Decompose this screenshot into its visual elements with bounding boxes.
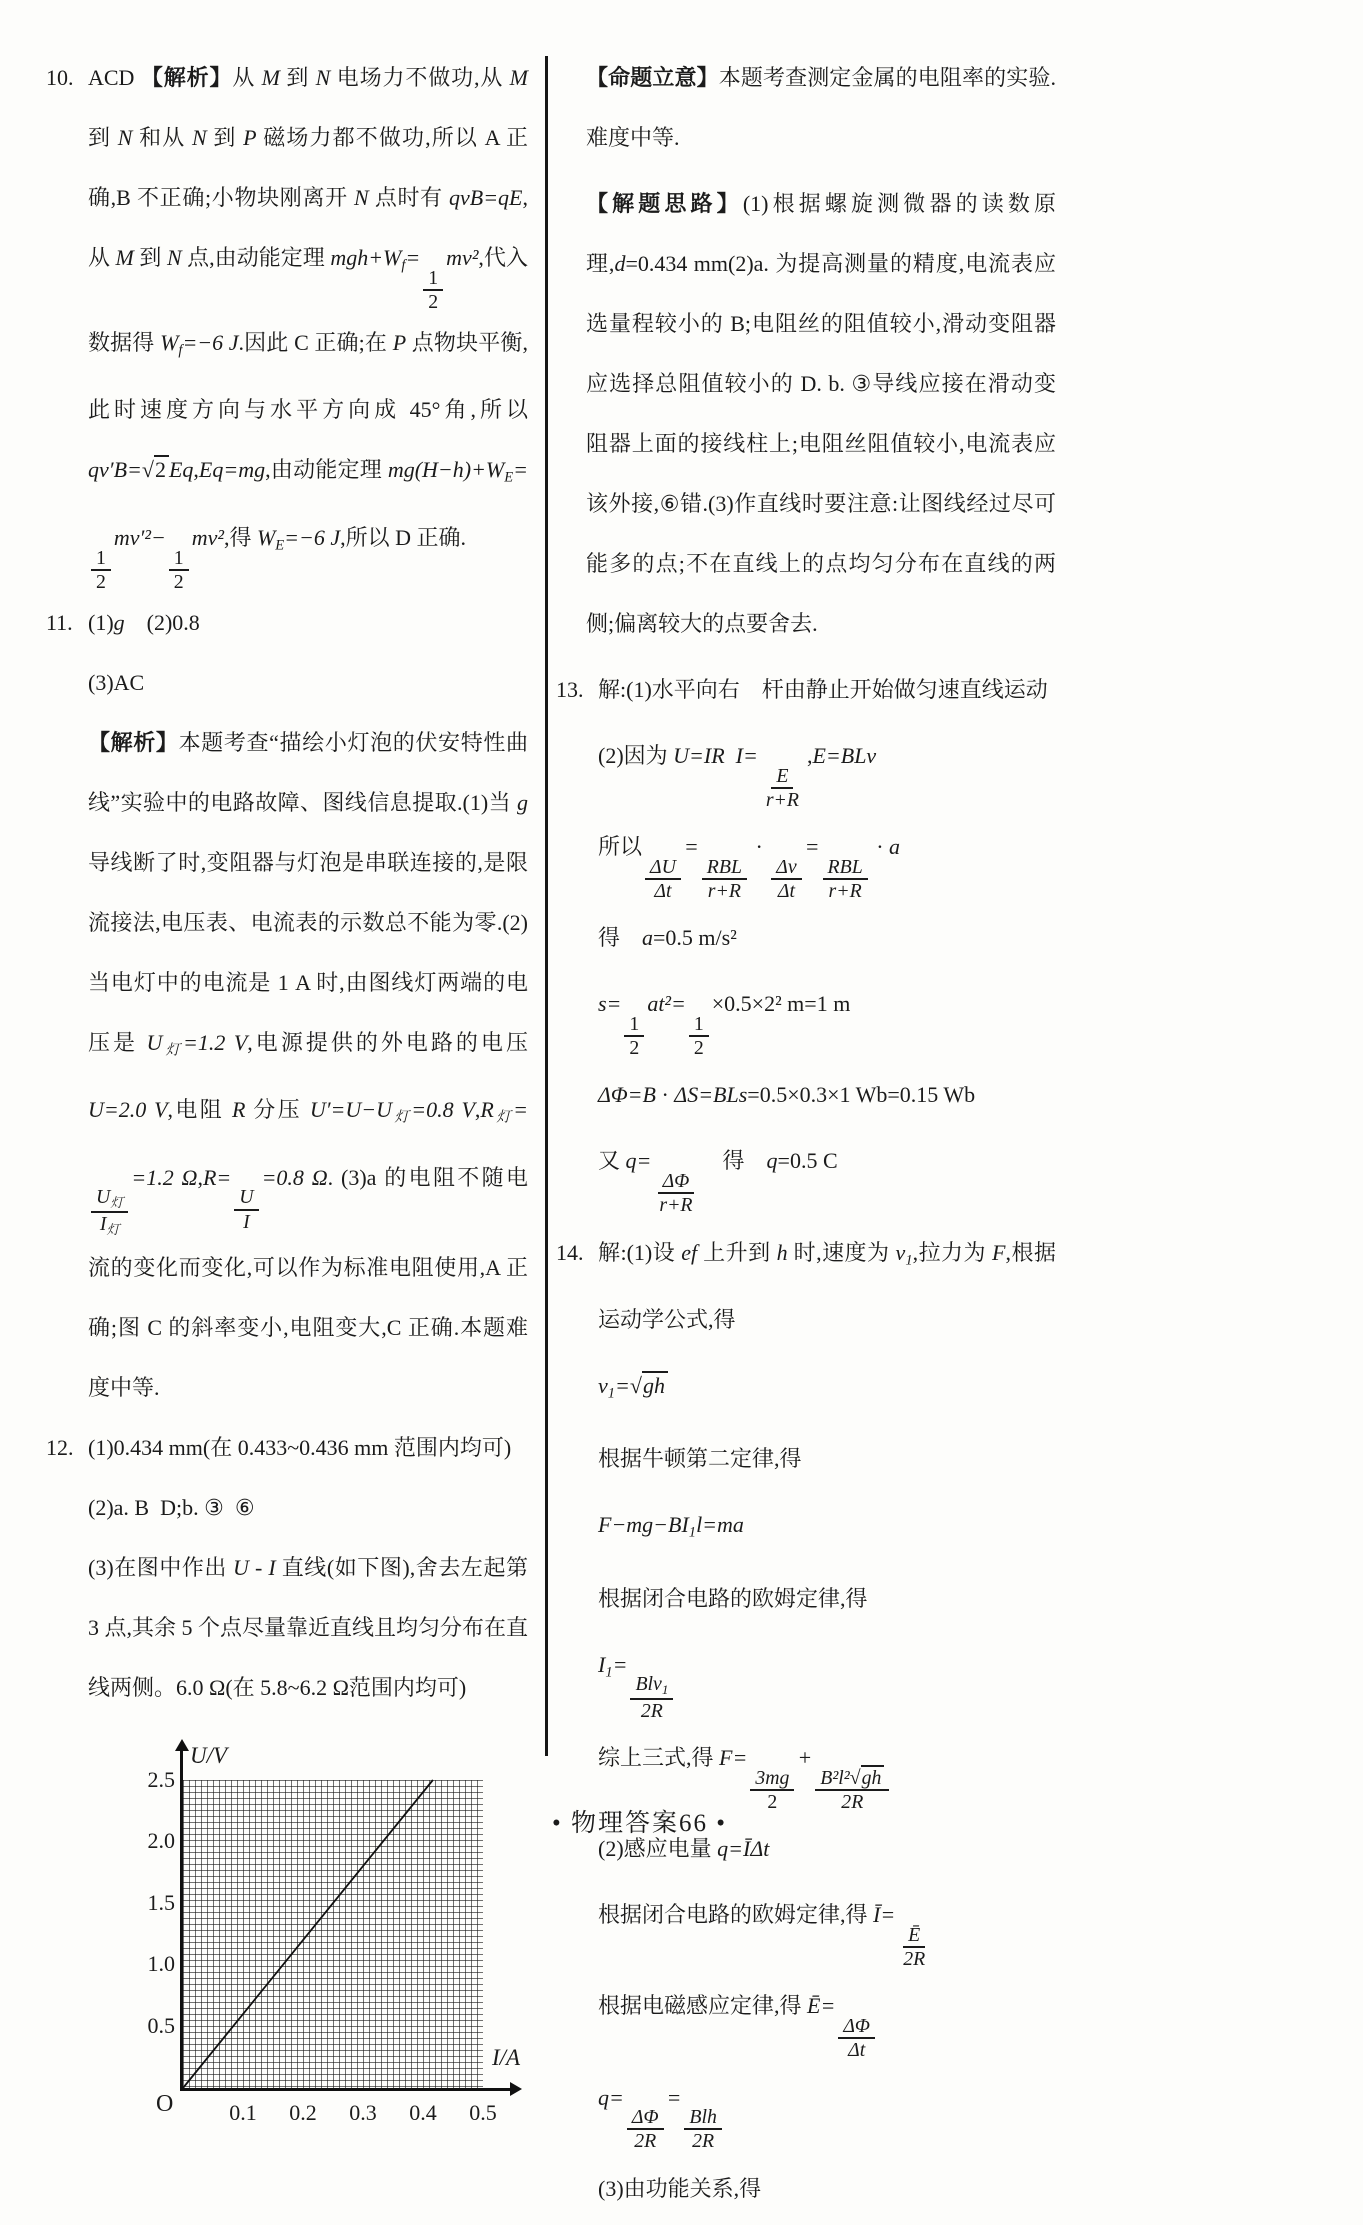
math-text: gh xyxy=(642,1372,665,1398)
bold-label: 【命题立意】 xyxy=(586,65,719,90)
math-text: F xyxy=(992,1239,1006,1265)
right-column-blocks xyxy=(556,48,1056,2219)
math-text: = xyxy=(405,245,421,270)
subscript: 灯 xyxy=(162,1042,183,1059)
math-text: Ē= xyxy=(807,1993,836,2019)
math-text: a xyxy=(889,834,901,860)
math-text: U xyxy=(233,1554,249,1580)
square-root: √gh xyxy=(630,1371,668,1398)
fraction: $\frac{1}{2}$ xyxy=(423,267,443,313)
math-text: B²l² xyxy=(820,1766,850,1789)
paragraph: 根据闭合电路的欧姆定律,得 Ī= $\frac{Ē}{2R}$ xyxy=(598,1885,1056,1970)
math-text: E=BLv xyxy=(812,743,877,768)
math-text: U=2.0 V xyxy=(88,1097,168,1123)
y-axis-arrow xyxy=(180,1750,183,1780)
math-text: ΔΦ xyxy=(843,2015,870,2038)
math-text: r+R xyxy=(765,788,799,811)
math-text: R xyxy=(231,1097,246,1123)
paragraph: (1)g (2)0.8 xyxy=(88,609,200,635)
math-text: r+R xyxy=(659,1194,693,1217)
math-text: q= xyxy=(598,2084,624,2110)
item-number: 10. xyxy=(46,65,74,90)
math-text: ΔU xyxy=(650,855,676,878)
note-block xyxy=(556,48,1056,168)
paragraph: 根据电磁感应定律,得 Ē= $\frac{\Delta\Phi}{\Delta t}$ xyxy=(598,1976,1056,2061)
subscript: 灯 xyxy=(110,1195,124,1211)
answer-item-14 xyxy=(556,1223,1056,2219)
subscript: 1 xyxy=(605,1663,613,1680)
math-text: = xyxy=(513,457,528,483)
fraction xyxy=(702,856,747,902)
left-column-blocks xyxy=(46,48,528,1718)
subscript: 灯 xyxy=(106,1221,120,1237)
answer-item-12 xyxy=(46,1418,528,1718)
paragraph: 【命题立意】本题考查测定金属的电阻率的实验. 难度中等. xyxy=(586,65,1056,150)
subscript: f xyxy=(178,342,183,359)
paragraph: 综上三式,得 F= $\frac{3mg}{2}$ + $\frac{\text{B²l²√gh}}{2R}$ xyxy=(598,1728,1056,1813)
fraction xyxy=(823,856,868,902)
math-text: N xyxy=(353,185,369,210)
page-footer: • 物理答案66 • xyxy=(552,1810,728,1837)
answer-item-11 xyxy=(46,593,528,1418)
math-text: RBL xyxy=(706,855,742,878)
y-tick-label: 2.0 xyxy=(147,1828,175,1854)
math-text: P xyxy=(243,125,257,150)
subscript: 1 xyxy=(661,1682,669,1698)
fraction xyxy=(771,856,801,902)
square-root: √gh xyxy=(850,1765,885,1789)
square-root: √2 xyxy=(142,455,169,482)
column-divider xyxy=(545,56,548,1756)
math-text: v xyxy=(895,1239,906,1265)
paragraph xyxy=(598,2068,1056,2153)
math-text: Ī= xyxy=(873,1902,896,1928)
math-text: = xyxy=(513,1097,528,1123)
y-tick-label: 0.5 xyxy=(147,2012,175,2038)
math-text: W xyxy=(256,524,276,550)
math-text: ΔΦ xyxy=(631,2106,659,2129)
paragraph: 【解析】本题考查“描绘小灯泡的伏安特性曲线”实验中的电路故障、图线信息提取.(1)当 g 导线断了时,变阻器与灯泡是串联连接的,是限流接法,电压表、电流表的示数总不能为零.(2)当电灯中的电流是 1 A 时,由图线灯两端的电压是 U灯=1.2 V,电源提供的外电路的电压 U=2.0 V,电阻 R 分压 U′=U−U灯=0.8 V,R灯= $\frac{\text{U灯}}{\text{I灯}}$ =1.2 Ω,R= $\frac{U}{I}$ =0.8 Ω. (3)a 的电阻不随电流的变化而变化,可以作为标准电阻使用,A 正确;图 C 的斜率变小,电阻变大,C 正确.本题难度中等. xyxy=(88,729,528,1400)
math-text: M xyxy=(261,65,280,90)
paragraph: s= $\frac{1}{2}$ at²= $\frac{1}{2}$ ×0.5×2² m=1 m xyxy=(598,991,851,1060)
math-text: mv² xyxy=(191,524,224,550)
math-text: N xyxy=(166,245,182,270)
origin-label: O xyxy=(156,2090,174,2117)
math-text: F−mg−BI xyxy=(598,1512,689,1538)
bold-label: 【解题思路】 xyxy=(586,191,743,216)
bold-label: 【解析】 xyxy=(88,729,179,755)
math-text: Δt xyxy=(777,880,796,903)
left-column xyxy=(46,48,528,2126)
paragraph: (1)0.434 mm(在 0.433~0.436 mm 范围内均可) xyxy=(88,1434,512,1460)
math-text: Blv xyxy=(635,1673,662,1696)
math-text: RBL xyxy=(827,855,863,878)
fraction: $\frac{1}{2}$ xyxy=(91,547,111,593)
fraction xyxy=(838,2015,875,2061)
paragraph: 【解题思路】(1)根据螺旋测微器的读数原理,d=0.434 mm(2)a. 为提高测量的精度,电流表应选量程较小的 B;电阻丝的阻值较小,滑动变阻器应选择总阻值较小的 D. b. ③导线应接在滑动变阻器上面的接线柱上;电阻丝阻值较小,电流表应该外接,⑥错.(3)作直线时要注意:让图线经过尽可能多的点;不在直线上的点均匀分布在直线的两侧;偏离较大的点要舍去. xyxy=(586,191,1056,636)
y-axis-label: U/V xyxy=(190,1742,228,1768)
math-text: 2R xyxy=(903,1948,926,1971)
paragraph xyxy=(598,1495,1056,1562)
math-text: =1.2 Ω xyxy=(131,1164,198,1190)
math-text: ΔS=BLs xyxy=(674,1082,748,1108)
math-text: = xyxy=(804,834,820,860)
graph-plot-area xyxy=(147,1766,497,2125)
fraction xyxy=(645,856,681,902)
math-text: q= xyxy=(625,1148,652,1174)
math-text: v xyxy=(598,1372,608,1398)
fraction xyxy=(234,1186,258,1232)
paragraph: 所以 $\frac{\Delta U}{\Delta t}$ = $\frac{\text{RBL}}{r+R}$ · $\frac{\Delta v}{\Delta t}$ = $\frac{\text{RBL}}{r+R}$ · a xyxy=(598,834,901,903)
math-text: q xyxy=(766,1148,778,1174)
paragraph: (2)感应电量 q=ĪΔt xyxy=(598,1836,770,1862)
fraction xyxy=(630,1673,673,1722)
math-text: =−6 J xyxy=(284,524,341,550)
math-text: ΔΦ=B xyxy=(598,1082,656,1108)
math-text: 2R xyxy=(640,1699,663,1722)
paragraph: 又 q= $\frac{\Delta\Phi}{r+R}$ 得 q=0.5 C xyxy=(598,1148,838,1217)
math-text: I= xyxy=(735,743,758,768)
math-text: l=ma xyxy=(696,1512,744,1538)
answer-item-10 xyxy=(46,48,528,593)
fraction: $\frac{3mg}{2}$ xyxy=(750,1767,794,1813)
y-tick-label: 1.0 xyxy=(147,1951,175,1977)
fraction xyxy=(627,2106,664,2152)
x-tick-label: 0.2 xyxy=(289,2099,317,2125)
fraction xyxy=(761,765,804,811)
right-column xyxy=(556,48,1056,2225)
paragraph: (2)a. B D;b. ③ ⑥ xyxy=(88,1494,255,1520)
math-text: = xyxy=(615,1372,630,1398)
x-axis-arrow xyxy=(483,2088,511,2091)
math-text: r+R xyxy=(828,880,862,903)
math-text: 2R xyxy=(692,2130,715,2153)
paragraph xyxy=(598,1635,1056,1723)
math-text: = xyxy=(683,834,699,860)
math-text: Eq=mg xyxy=(198,457,266,483)
item-number: 14. xyxy=(556,1239,584,1265)
math-text: g xyxy=(113,609,125,635)
math-text: at²= xyxy=(647,991,686,1017)
x-tick-label: 0.4 xyxy=(409,2099,437,2125)
subscript: f xyxy=(401,257,406,274)
fraction xyxy=(815,1767,889,1813)
paragraph: (3)AC xyxy=(88,669,145,695)
fraction: $\frac{1}{2}$ xyxy=(624,1013,644,1059)
math-text: s= xyxy=(598,991,622,1017)
answer-item-13 xyxy=(556,660,1056,1217)
math-text: r+R xyxy=(707,880,741,903)
paragraph: ACD 【解析】从 M 到 N 电场力不做功,从 M 到 N 和从 N 到 P 磁场力都不做功,所以 A 正确,B 不正确;小物块刚离开 N 点时有 qvB=qE,从 M 到 N 点,由动能定理 mgh+Wf= $\frac{1}{2}$ mv²,代入数据得 Wf=−6 J.因此 C 正确;在 P 点物块平衡,此时速度方向与水平方向成 45°角,所以 qv′B=√2 Eq,Eq=mg,由动能定理 mg(H−h)+WE= $\frac{1}{2}$ mv′²− $\frac{1}{2}$ mv²,得 WE=−6 J,所以 D 正确. xyxy=(88,65,528,593)
subscript: 灯 xyxy=(493,1109,514,1126)
paragraph: 根据闭合电路的欧姆定律,得 xyxy=(598,1585,868,1611)
math-text: =−6 J xyxy=(182,330,239,356)
ui-graph xyxy=(140,1742,521,2126)
math-text: mv² xyxy=(446,245,479,270)
math-text: gh xyxy=(861,1766,882,1789)
math-text: E xyxy=(776,764,789,787)
subscript: 1 xyxy=(905,1251,913,1268)
paragraph: ΔΦ=B · ΔS=BLs=0.5×0.3×1 Wb=0.15 Wb xyxy=(598,1082,976,1108)
subscript: 1 xyxy=(607,1385,616,1402)
math-text: I xyxy=(243,1210,250,1233)
math-text: I xyxy=(598,1651,606,1677)
fraction xyxy=(654,1170,697,1216)
y-tick-label: 2.5 xyxy=(147,1766,175,1792)
subscript: E xyxy=(275,537,285,554)
math-text: mgh+W xyxy=(330,245,402,270)
math-text: ef xyxy=(681,1239,698,1265)
math-text: I xyxy=(268,1554,276,1580)
math-text: N xyxy=(192,125,207,150)
math-text: g xyxy=(517,789,528,815)
math-text: M xyxy=(509,65,528,90)
math-text: mg(H−h)+W xyxy=(387,457,505,483)
subscript: 1 xyxy=(688,1524,697,1541)
math-text: F= xyxy=(719,1745,748,1771)
math-text: =0.8 Ω xyxy=(261,1164,328,1190)
math-text: P xyxy=(392,330,407,356)
bold-label: 【解析】 xyxy=(140,65,233,90)
math-text: N xyxy=(117,125,133,150)
math-text: W xyxy=(160,330,179,356)
math-text: 2R xyxy=(634,2130,657,2153)
math-text: = xyxy=(612,1651,628,1677)
x-tick-label: 0.1 xyxy=(229,2099,257,2125)
paragraph: (3)由功能关系,得 xyxy=(598,2175,762,2201)
math-text: + xyxy=(797,1745,813,1771)
math-text: I xyxy=(99,1212,107,1235)
paragraph: 解:(1)水平向右 杆由静止开始做匀速直线运动 xyxy=(598,677,1048,702)
math-text: U′=U−U xyxy=(309,1097,393,1123)
item-number: 11. xyxy=(46,609,73,635)
y-tick-label: 1.5 xyxy=(147,1889,175,1915)
item-number: 13. xyxy=(556,677,584,702)
math-text: R= xyxy=(202,1164,232,1190)
subscript: 灯 xyxy=(392,1109,412,1126)
math-text: 2R xyxy=(841,1791,864,1814)
math-text: U xyxy=(239,1186,254,1209)
paragraph: 得 a=0.5 m/s² xyxy=(598,925,737,951)
x-tick-label: 0.5 xyxy=(469,2099,497,2125)
math-text: a xyxy=(642,925,654,951)
subscript: E xyxy=(504,469,514,486)
math-text: U xyxy=(96,1186,111,1209)
paragraph: (2)因为 U=IR I= $\frac{E}{r+R}$ ,E=BLv xyxy=(598,743,877,811)
math-text: N xyxy=(315,65,331,90)
math-text: qv′B= xyxy=(88,457,142,483)
math-text: Δv xyxy=(776,855,797,878)
math-text: d xyxy=(614,251,626,276)
math-text: R xyxy=(480,1097,494,1123)
math-text: M xyxy=(115,245,134,270)
math-text: 3mg xyxy=(755,1766,790,1789)
math-text: Eq xyxy=(168,457,194,483)
paragraph: 解:(1)设 ef 上升到 h 时,速度为 v1,拉力为 F,根据运动学公式,得 xyxy=(598,1239,1056,1332)
note-block xyxy=(556,174,1056,654)
math-text: Δt xyxy=(848,2039,866,2062)
paragraph: 根据牛顿第二定律,得 xyxy=(598,1446,802,1472)
paragraph: (3)在图中作出 U - I 直线(如下图),舍去左起第 3 点,其余 5 个点尽量靠近直线且均匀分布在直线两侧。6.0 Ω(在 5.8~6.2 Ω范围内均可) xyxy=(88,1554,529,1700)
math-text: h xyxy=(776,1239,788,1265)
item-number: 12. xyxy=(46,1434,74,1460)
fraction xyxy=(684,2106,721,2152)
paragraph xyxy=(598,1356,1056,1423)
math-text: =1.2 V xyxy=(182,1029,248,1055)
fraction: $\frac{1}{2}$ xyxy=(689,1013,709,1059)
math-text: = xyxy=(666,2084,682,2110)
math-text: Ē xyxy=(908,1924,921,1947)
graph-fit-line xyxy=(183,1780,483,2088)
math-text: qvB=qE xyxy=(449,185,523,210)
math-text: Δt xyxy=(654,880,672,903)
x-axis-label: I/A xyxy=(492,2044,521,2070)
math-text: U=IR xyxy=(673,743,725,768)
fraction: $\frac{1}{2}$ xyxy=(169,547,189,593)
math-text: U xyxy=(146,1029,163,1055)
fraction xyxy=(91,1186,128,1237)
math-text: =0.8 V xyxy=(411,1097,475,1123)
fraction xyxy=(898,1924,930,1970)
math-text: q=ĪΔt xyxy=(717,1836,770,1862)
math-text: ΔΦ xyxy=(662,1170,690,1193)
math-text: Blh xyxy=(689,2106,717,2129)
x-tick-label: 0.3 xyxy=(349,2099,377,2125)
math-text: mv′²− xyxy=(113,524,166,550)
